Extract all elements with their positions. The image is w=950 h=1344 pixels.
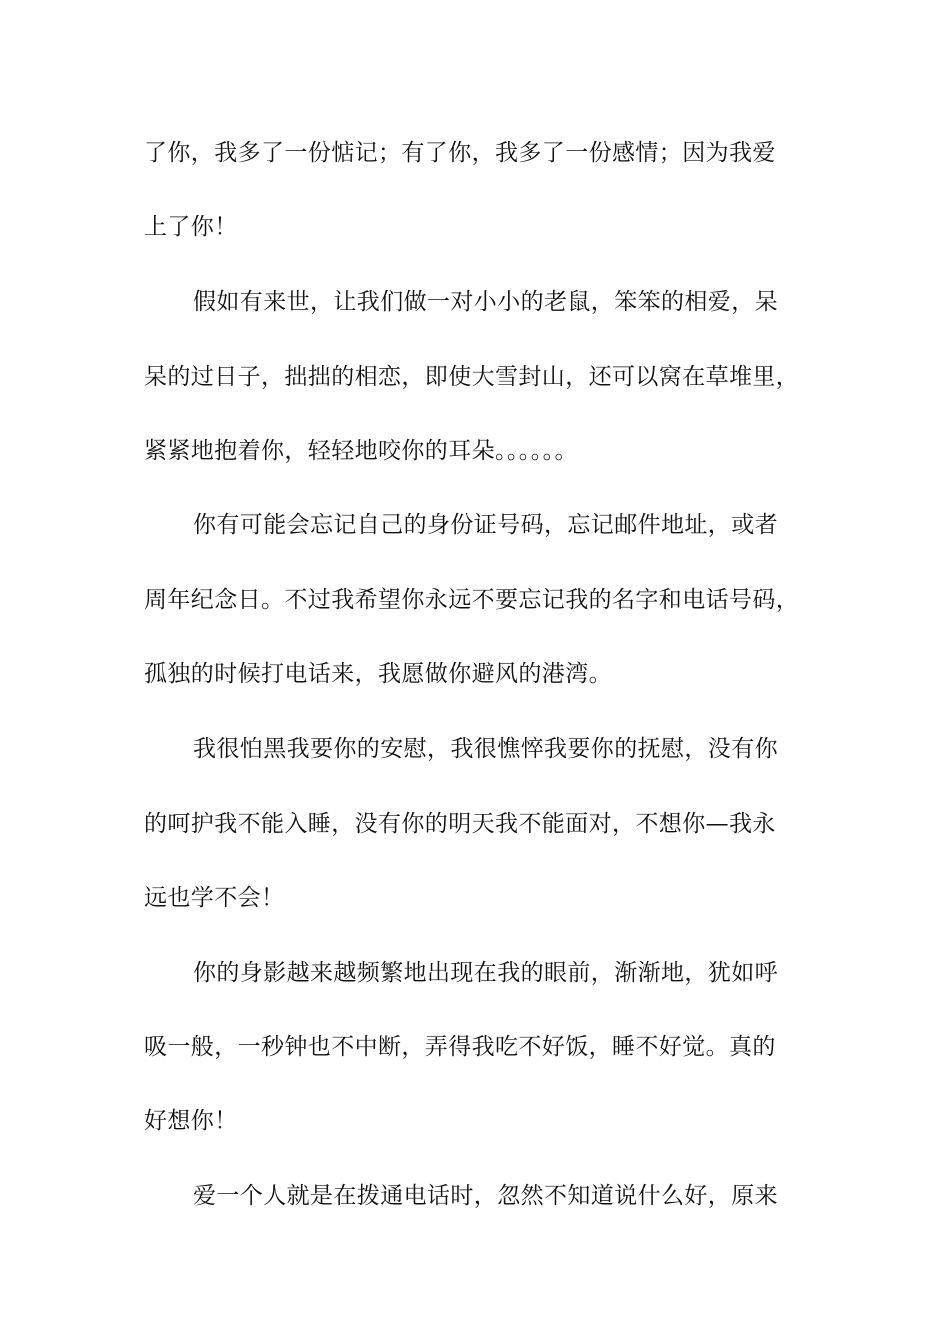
text-line: 周年纪念日。不过我希望你永远不要忘记我的名字和电话号码， (144, 587, 800, 613)
paragraph-first-line: 你的身影越来越频繁地出现在我的眼前，渐渐地，犹如呼 (193, 960, 778, 986)
text-line: 吸一般，一秒钟也不中断，弄得我吃不好饭，睡不好觉。真的 (144, 1034, 776, 1060)
paragraph-first-line: 你有可能会忘记自己的身份证号码，忘记邮件地址，或者 (193, 512, 778, 538)
text-line: 上了你！ (144, 214, 238, 240)
text-line: 远也学不会！ (144, 885, 285, 911)
text-line: 紧紧地抱着你，轻轻地咬你的耳朵。。。。。。 (144, 438, 578, 464)
text-line: 呆的过日子，拙拙的相恋，即使大雪封山，还可以窝在草堆里， (144, 364, 800, 390)
text-line: 的呵护我不能入睡，没有你的明天我不能面对，不想你—我永 (144, 811, 776, 837)
paragraph-first-line: 我很怕黑我要你的安慰，我很憔悴我要你的抚慰，没有你 (193, 736, 778, 762)
text-line: 孤独的时候打电话来，我愿做你避风的港湾。 (144, 661, 612, 687)
text-line: 好想你！ (144, 1108, 238, 1134)
text-line: 了你，我多了一份惦记；有了你，我多了一份感情；因为我爱 (144, 140, 776, 166)
paragraph-first-line: 假如有来世，让我们做一对小小的老鼠，笨笨的相爱，呆 (193, 289, 778, 315)
paragraph-first-line: 爱一个人就是在拨通电话时，忽然不知道说什么好，原来 (193, 1183, 778, 1209)
